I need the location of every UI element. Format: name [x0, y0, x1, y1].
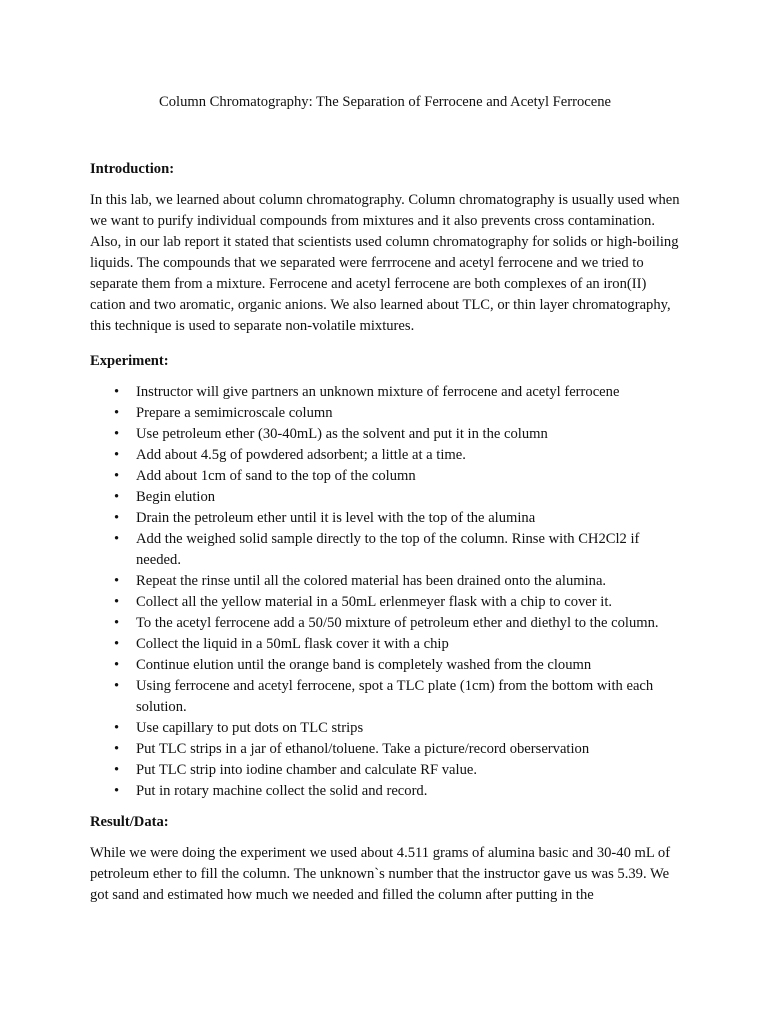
bullet-icon: •: [114, 636, 120, 652]
list-item: [90, 466, 680, 487]
bullet-icon: •: [114, 468, 120, 484]
step-text: Put in rotary machine collect the solid and record.: [136, 783, 428, 799]
bullet-icon: •: [114, 741, 120, 757]
bullet-icon: •: [114, 384, 120, 400]
bullet-icon: •: [114, 489, 120, 505]
result-heading: Result/Data:: [90, 814, 169, 830]
list-item: [90, 718, 680, 739]
experiment-heading: Experiment:: [90, 353, 169, 369]
step-text: Prepare a semimicroscale column: [136, 405, 333, 421]
step-text: Repeat the rinse until all the colored material has been drained onto the alumina.: [136, 573, 607, 589]
step-text: Add the weighed solid sample directly to the top of the column. Rinse with CH2Cl2 if needed.: [136, 531, 640, 568]
bullet-icon: •: [114, 510, 120, 526]
bullet-icon: •: [114, 426, 120, 442]
bullet-icon: •: [114, 657, 120, 673]
step-text: Add about 4.5g of powdered adsorbent; a little at a time.: [136, 447, 466, 463]
list-item: [90, 424, 680, 445]
introduction-heading: Introduction:: [90, 161, 175, 177]
list-item: [90, 403, 680, 424]
list-item: [90, 634, 680, 655]
bullet-icon: •: [114, 594, 120, 610]
step-text: Put TLC strip into iodine chamber and calculate RF value.: [136, 762, 477, 778]
step-text: Begin elution: [136, 489, 216, 505]
bullet-icon: •: [114, 531, 120, 547]
bullet-icon: •: [114, 783, 120, 799]
step-text: Using ferrocene and acetyl ferrocene, spot a TLC plate (1cm) from the bottom with each solution.: [136, 678, 654, 715]
step-text: Use petroleum ether (30-40mL) as the solvent and put it in the column: [136, 426, 548, 442]
list-item: [90, 613, 680, 634]
result-paragraph: While we were doing the experiment we used about 4.511 grams of alumina basic and 30-40 mL of petroleum ether to fill the column. The unknown`s number that the instructor gave us was 5.39. We got sand and estimated how much we needed and filled the column after putting in the: [90, 845, 671, 903]
bullet-icon: •: [114, 573, 120, 589]
list-item: [90, 739, 680, 760]
step-text: Drain the petroleum ether until it is level with the top of the alumina: [136, 510, 536, 526]
bullet-icon: •: [114, 678, 120, 694]
list-item: [90, 487, 680, 508]
step-text: Put TLC strips in a jar of ethanol/toluene. Take a picture/record oberservation: [136, 741, 590, 757]
bullet-icon: •: [114, 405, 120, 421]
list-item: [90, 592, 680, 613]
bullet-icon: •: [114, 615, 120, 631]
list-item: [90, 382, 680, 403]
introduction-paragraph: In this lab, we learned about column chromatography. Column chromatography is usually used when we want to purify individual compounds from mixtures and it also prevents cross contamination. Also, in our lab report it stated that scientists used column chromatography for solids or high-boiling liquids. The compounds that we separated were ferrrocene and acetyl ferrocene and we tried to separate them from a mixture. Ferrocene and acetyl ferrocene are both complexes of an iron(II) cation and two aromatic, organic anions. We also learned about TLC, or thin layer chromatography, this technique is used to separate non-volatile mixtures.: [90, 192, 680, 334]
list-item: [90, 529, 680, 571]
list-item: [90, 445, 680, 466]
step-text: Collect the liquid in a 50mL flask cover it with a chip: [136, 636, 449, 652]
bullet-icon: •: [114, 720, 120, 736]
document-title: Column Chromatography: The Separation of Ferrocene and Acetyl Ferrocene: [159, 94, 611, 110]
step-text: Add about 1cm of sand to the top of the column: [136, 468, 416, 484]
step-text: Instructor will give partners an unknown mixture of ferrocene and acetyl ferrocene: [136, 384, 620, 400]
list-item: [90, 655, 680, 676]
bullet-icon: •: [114, 762, 120, 778]
bullet-icon: •: [114, 447, 120, 463]
list-item: [90, 571, 680, 592]
step-text: To the acetyl ferrocene add a 50/50 mixture of petroleum ether and diethyl to the column.: [136, 615, 659, 631]
step-text: Use capillary to put dots on TLC strips: [136, 720, 364, 736]
list-item: [90, 508, 680, 529]
experiment-steps-list: [90, 382, 680, 802]
list-item: [90, 781, 680, 802]
list-item: [90, 760, 680, 781]
list-item: [90, 676, 680, 718]
step-text: Continue elution until the orange band is completely washed from the cloumn: [136, 657, 592, 673]
step-text: Collect all the yellow material in a 50mL erlenmeyer flask with a chip to cover it.: [136, 594, 613, 610]
